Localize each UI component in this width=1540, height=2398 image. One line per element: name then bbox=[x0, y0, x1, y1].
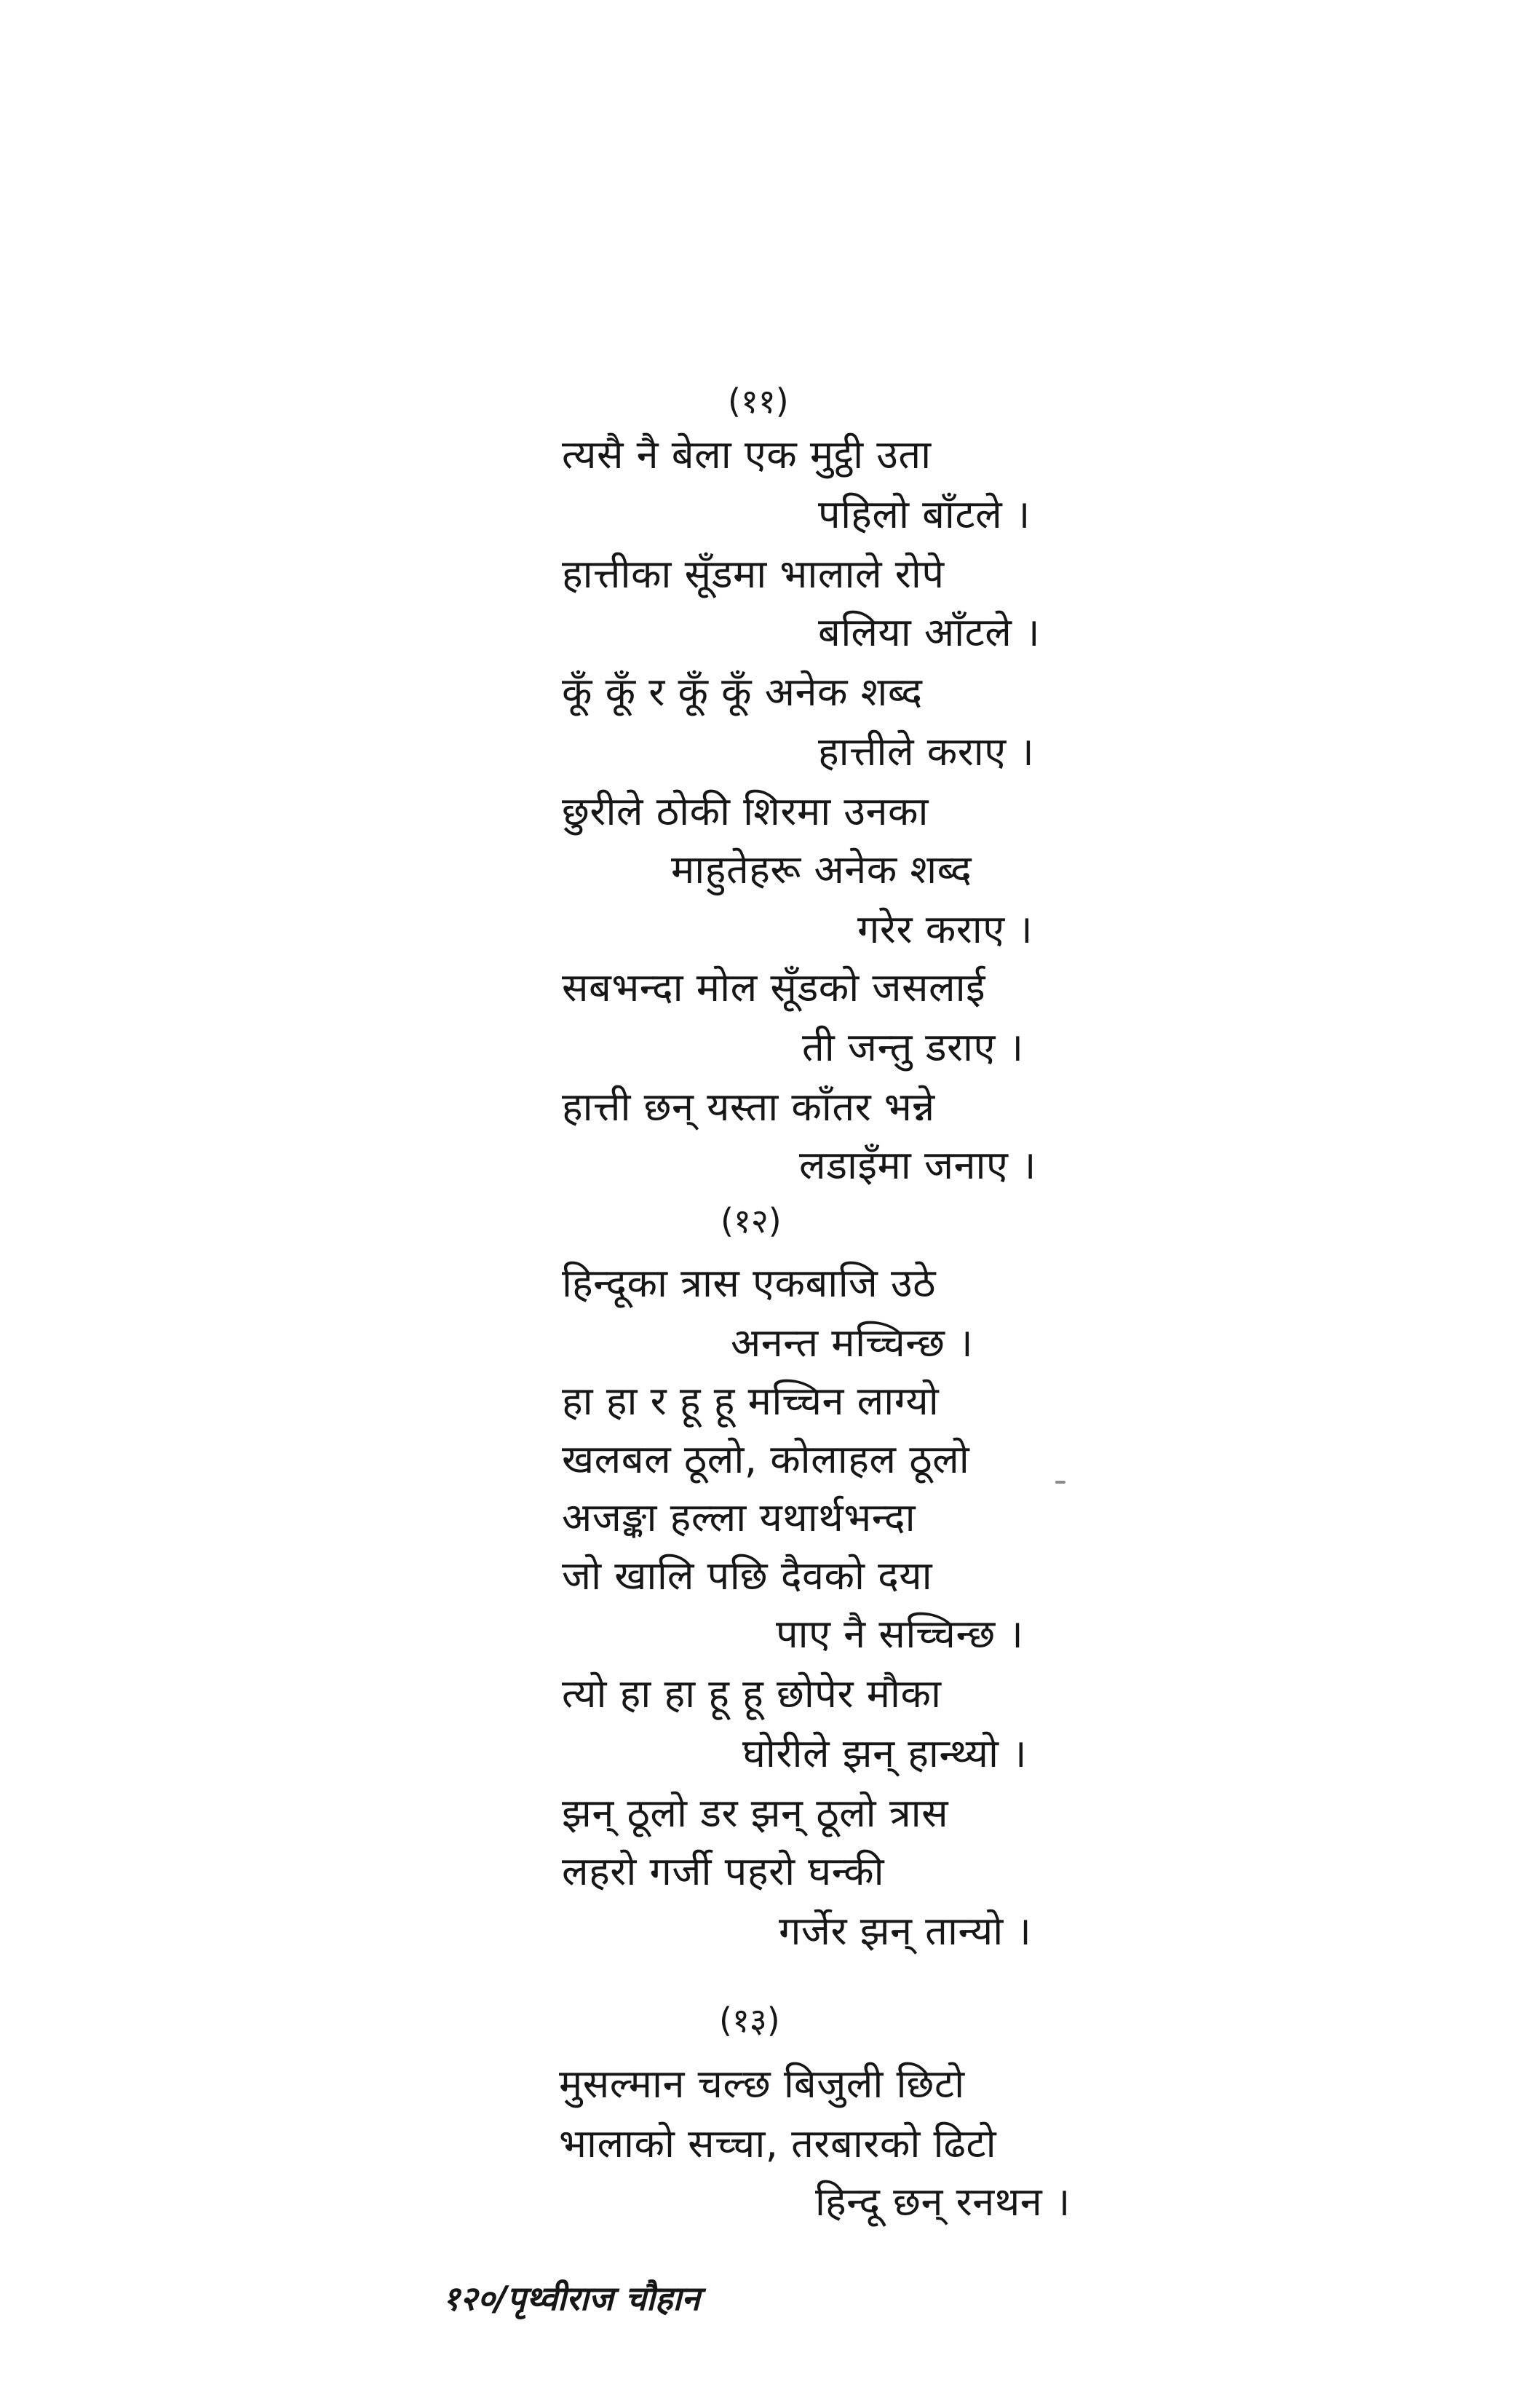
stanza-12-line-5: अजङ्का हल्ला यथार्थभन्दा bbox=[562, 1495, 916, 1540]
stanza-11-line-4: बलिया आँटले । bbox=[818, 609, 1041, 655]
stanza-11-number: (११) bbox=[728, 381, 789, 421]
stanza-13-number: (१३) bbox=[719, 2001, 780, 2040]
stanza-13-line-1: मुसल्मान चल्छ बिजुली छिटो bbox=[559, 2061, 965, 2107]
stanza-12-line-2: अनन्त मच्चिन्छ । bbox=[731, 1320, 974, 1366]
stanza-12-line-3: हा हा र हू हू मच्चिन लाग्यो bbox=[562, 1378, 940, 1424]
stanza-11-line-1: त्यसै नै बेला एक मुट्ठी उता bbox=[562, 432, 932, 478]
stanza-13-line-3: हिन्दू छन् रनथन । bbox=[815, 2179, 1071, 2225]
stanza-11-line-12: हात्ती छन् यस्ता काँतर भन्ने bbox=[562, 1084, 935, 1130]
stanza-11-line-2: पहिलो बाँटले । bbox=[818, 491, 1031, 537]
stanza-12-line-4: खलबल ठूलो, कोलाहल ठूलो bbox=[562, 1436, 970, 1482]
stanza-11-line-6: हात्तीले कराए । bbox=[818, 729, 1035, 775]
stanza-13-line-2: भालाको सच्चा, तरबारको ढिटो bbox=[559, 2121, 997, 2166]
stanza-12-line-1: हिन्दूका त्रास एकबाजि उठे bbox=[562, 1260, 936, 1306]
stanza-11-line-9: गरेर कराए । bbox=[857, 906, 1033, 952]
stanza-11-line-8: माहुतेहरू अनेक शब्द bbox=[671, 847, 972, 893]
stanza-12-line-11: लहरो गर्जी पहरो घन्की bbox=[562, 1848, 885, 1894]
stanza-11-line-13: लडाइँमा जनाए । bbox=[799, 1142, 1036, 1188]
stanza-12-line-9: घोरीले झन् हान्थ्यो । bbox=[742, 1730, 1028, 1776]
stanza-11-line-3: हात्तीका सूँडमा भालाले रोपे bbox=[562, 551, 945, 597]
stanza-12-line-10: झन् ठूलो डर झन् ठूलो त्रास bbox=[562, 1790, 949, 1836]
stanza-12-number: (१२) bbox=[721, 1201, 782, 1240]
stanza-12-line-6: जो खालि पछि दैवको दया bbox=[562, 1553, 933, 1599]
stanza-12-line-8: त्यो हा हा हू हू छोपेर मौका bbox=[562, 1671, 942, 1717]
page-footer: १२०/पृथ्वीराज चौहान bbox=[442, 2279, 700, 2318]
stanza-11-line-11: ती जन्तु डराए । bbox=[802, 1024, 1024, 1070]
stanza-11-line-5: कूँ कूँ र कूँ कूँ अनेक शब्द bbox=[562, 669, 923, 715]
stanza-11-line-10: सबभन्दा मोल सूँडको जसलाई bbox=[562, 965, 986, 1010]
scan-speck bbox=[1055, 1481, 1065, 1484]
stanza-12-line-7: पाए नै सच्चिन्छ । bbox=[776, 1611, 1024, 1657]
stanza-11-line-7: छुरीले ठोकी शिरमा उनका bbox=[562, 788, 929, 834]
stanza-12-line-12: गर्जेर झन् तान्यो । bbox=[779, 1908, 1032, 1954]
